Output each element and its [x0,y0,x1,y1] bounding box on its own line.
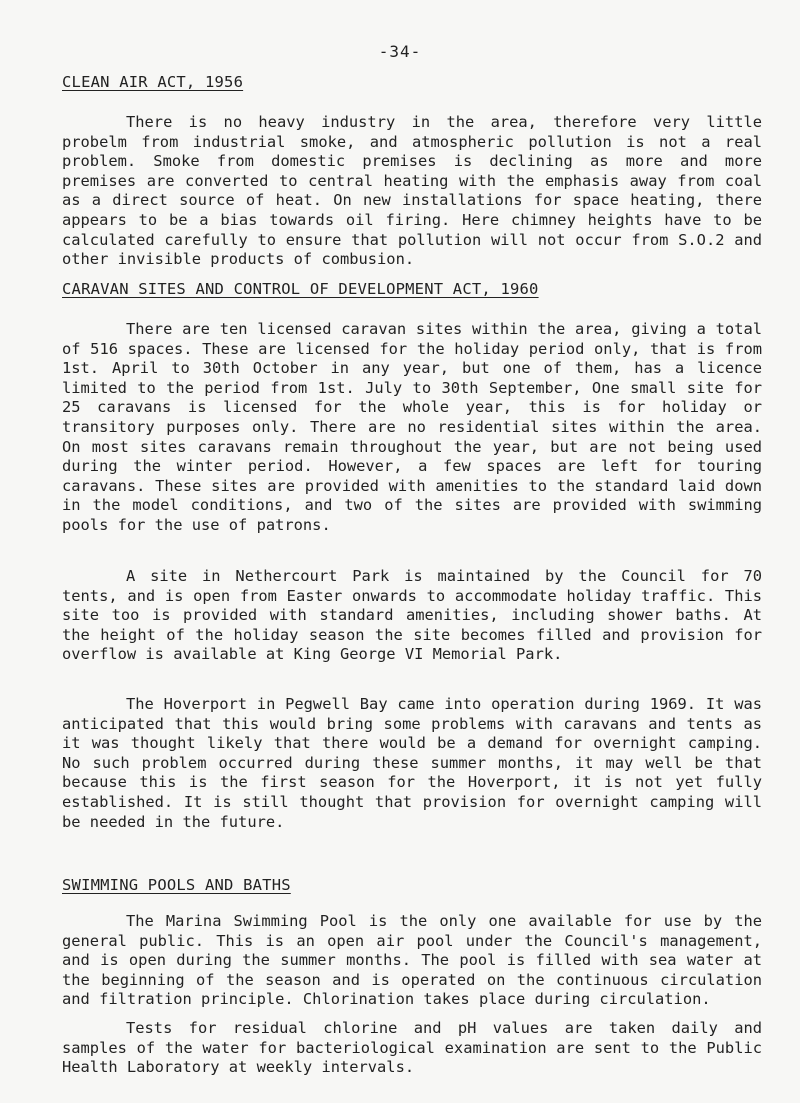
paragraph-caravan-sites-1: There are ten licensed caravan sites within the area, giving a total of 516 spaces. These are licensed for the holiday period only, that is from 1st. April to 30th October in any year, but one of them, has a licence limited to the period from 1st. July to 30th September, One small site for 25 caravans is licensed for the whole year, this is for holiday or transitory purposes only. There are no residential sites within the area. On most sites caravans remain throughout the year, but are not being used during the winter period. However, a few spaces are left for touring caravans. These sites are provided with amenities to the standard laid down in the model conditions, and two of the sites are provided with swimming pools for the use of patrons. [62,320,762,534]
heading-caravan-sites: CARAVAN SITES AND CONTROL OF DEVELOPMENT ACT, 1960 [62,280,539,298]
paragraph-caravan-sites-3: The Hoverport in Pegwell Bay came into operation during 1969. It was anticipated that this would bring some problems with caravans and tents as it was thought likely that there would be a demand for overnight camping. No such problem occurred during these summer months, it may well be that because this is the first season for the Hoverport, it is not yet fully established. It is still thought that provision for overnight camping will be needed in the future. [62,695,762,831]
paragraph-clean-air: There is no heavy industry in the area, therefore very little probelm from industrial smoke, and atmospheric pollution is not a real problem. Smoke from domestic premises is declining as more and more premises are converted to central heating with the emphasis away from coal as a direct source of heat. On new installations for space heating, there appears to be a bias towards oil firing. Here chimney heights have to be calculated carefully to ensure that pollution will not occur from S.O.2 and other invisible products of combusion. [62,113,762,269]
page-number: -34- [378,42,422,61]
heading-swimming-pools: SWIMMING POOLS AND BATHS [62,876,291,894]
paragraph-swimming-pools-2: Tests for residual chlorine and pH values are taken daily and samples of the water for bacteriological examination are sent to the Public Health Laboratory at weekly intervals. [62,1019,762,1077]
heading-clean-air-act: CLEAN AIR ACT, 1956 [62,73,244,91]
paragraph-swimming-pools-1: The Marina Swimming Pool is the only one available for use by the general public. This is an open air pool under the Council's management, and is open during the summer months. The pool is filled with sea water at the beginning of the season and is operated on the continuous circulation and filtration principle. Chlorination takes place during circulation. [62,912,762,1009]
paragraph-caravan-sites-2: A site in Nethercourt Park is maintained by the Council for 70 tents, and is open from Easter onwards to accommodate holiday traffic. This site too is provided with standard amenities, including shower baths. At the height of the holiday season the site becomes filled and provision for overflow is available at King George VI Memorial Park. [62,567,762,664]
